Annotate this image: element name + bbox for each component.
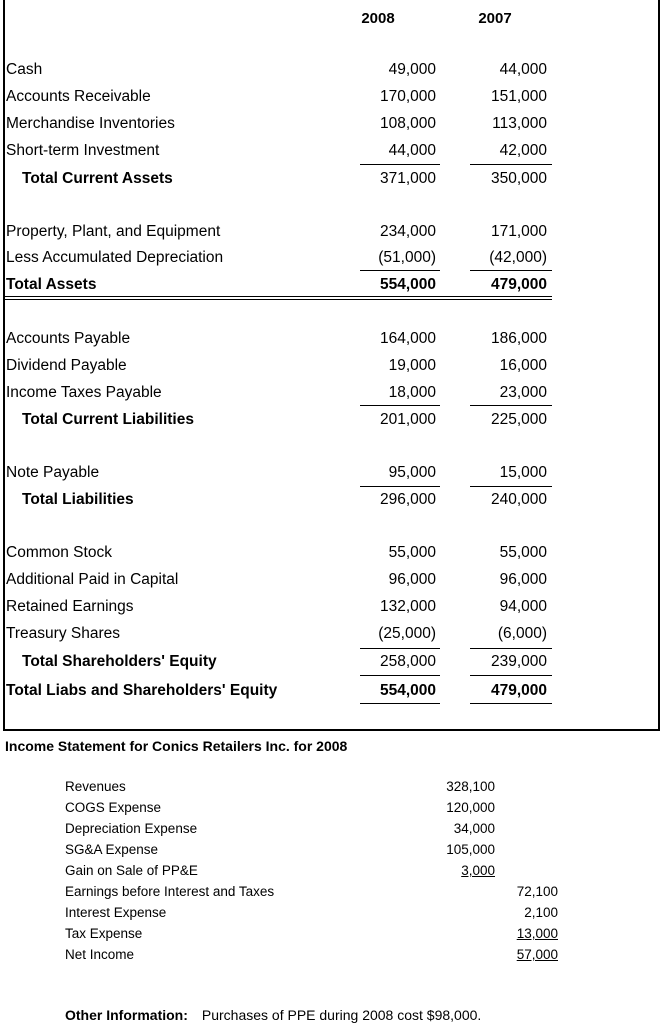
is-value-tax xyxy=(460,926,558,941)
row-label-dividend-payable: Dividend Payable xyxy=(6,357,127,374)
value-2008-accounts-receivable: 170,000 xyxy=(379,88,436,105)
value-2008-accumulated-depreciation: (51,000) xyxy=(378,249,436,266)
value-2008-merchandise-inventories: 108,000 xyxy=(379,115,436,132)
underline-2008 xyxy=(360,486,440,487)
value-2007-treasury-shares: (6,000) xyxy=(497,625,547,642)
underline-2008 xyxy=(360,648,440,649)
value-2007-total-liabilities: 240,000 xyxy=(490,491,547,508)
is-value-depreciation: 34,000 xyxy=(453,821,495,836)
row-label-short-term-investment: Short-term Investment xyxy=(6,142,160,159)
is-label-net-income: Net Income xyxy=(65,947,135,962)
is-value-gain-on-sale xyxy=(400,863,495,878)
row-label-total-current-assets: Total Current Assets xyxy=(22,170,173,187)
value-2008-cash: 49,000 xyxy=(388,61,436,78)
income-statement-title: Income Statement for Conics Retailers Inc. for 2008 xyxy=(5,738,348,754)
year-header-2008: 2008 xyxy=(361,10,395,27)
value-2007-retained-earnings: 94,000 xyxy=(499,598,547,615)
value-2007-short-term-investment: 42,000 xyxy=(499,142,547,159)
row-label-total-liabilities: Total Liabilities xyxy=(22,491,134,508)
underline-2008 xyxy=(360,675,440,676)
value-2008-ppe: 234,000 xyxy=(379,223,436,240)
row-label-merchandise-inventories: Merchandise Inventories xyxy=(6,115,175,132)
is-label-gain-on-sale: Gain on Sale of PP&E xyxy=(65,863,198,878)
total-assets-divider xyxy=(3,296,552,297)
value-2007-merchandise-inventories: 113,000 xyxy=(492,115,547,132)
value-2007-ppe: 171,000 xyxy=(490,223,547,240)
is-label-depreciation: Depreciation Expense xyxy=(65,821,198,836)
value-2007-total-current-liabilities: 225,000 xyxy=(490,411,547,428)
value-2008-common-stock: 55,000 xyxy=(388,544,436,561)
underline-2007 xyxy=(470,405,552,406)
value-2008-income-taxes-payable: 18,000 xyxy=(388,384,436,401)
is-label-revenues: Revenues xyxy=(65,779,126,794)
row-label-income-taxes-payable: Income Taxes Payable xyxy=(6,384,162,401)
underline-2008 xyxy=(360,164,440,165)
value-2007-total-assets: 479,000 xyxy=(490,276,547,293)
is-value-net-income xyxy=(460,947,558,962)
value-2008-short-term-investment: 44,000 xyxy=(388,142,436,159)
value-2007-income-taxes-payable: 23,000 xyxy=(499,384,547,401)
row-label-total-current-liabilities: Total Current Liabilities xyxy=(22,411,194,428)
value-2008-total-current-assets: 371,000 xyxy=(379,170,436,187)
year-header-2007: 2007 xyxy=(478,10,512,27)
value-2007-common-stock: 55,000 xyxy=(499,544,547,561)
value-2008-dividend-payable: 19,000 xyxy=(388,357,436,374)
is-label-cogs: COGS Expense xyxy=(65,800,162,815)
is-value-sga: 105,000 xyxy=(446,842,495,857)
row-label-retained-earnings: Retained Earnings xyxy=(6,598,134,615)
underline-2007 xyxy=(470,270,552,271)
value-2008-total-assets: 554,000 xyxy=(379,276,436,293)
underline-2007 xyxy=(470,164,552,165)
row-label-note-payable: Note Payable xyxy=(6,464,100,481)
row-label-total-shareholders-equity: Total Shareholders' Equity xyxy=(22,653,217,670)
value-2008-treasury-shares: (25,000) xyxy=(378,625,436,642)
value-2007-accumulated-depreciation: (42,000) xyxy=(489,249,547,266)
value-2007-dividend-payable: 16,000 xyxy=(499,357,547,374)
row-label-treasury-shares: Treasury Shares xyxy=(6,625,120,642)
value-2007-note-payable: 15,000 xyxy=(499,464,547,481)
is-value-revenues: 328,100 xyxy=(446,779,495,794)
row-label-ppe: Property, Plant, and Equipment xyxy=(6,223,221,240)
value-2007-accounts-receivable: 151,000 xyxy=(490,88,547,105)
other-information-text: Purchases of PPE during 2008 cost $98,000. xyxy=(201,1007,482,1023)
underline-2007 xyxy=(470,675,552,676)
underline-2007 xyxy=(470,648,552,649)
row-label-accumulated-depreciation: Less Accumulated Depreciation xyxy=(6,249,224,266)
double-underline-2008 xyxy=(360,703,440,704)
is-value-net-income-text: 57,000 xyxy=(516,947,558,962)
value-2007-total-shareholders-equity: 239,000 xyxy=(490,653,547,670)
is-value-cogs: 120,000 xyxy=(446,800,495,815)
value-2008-retained-earnings: 132,000 xyxy=(379,598,436,615)
underline-2008 xyxy=(360,270,440,271)
value-2008-note-payable: 95,000 xyxy=(388,464,436,481)
row-label-additional-paid-in-capital: Additional Paid in Capital xyxy=(6,571,179,588)
is-value-ebit: 72,100 xyxy=(516,884,558,899)
row-label-total-assets: Total Assets xyxy=(6,276,97,293)
row-label-common-stock: Common Stock xyxy=(6,544,112,561)
row-label-accounts-receivable: Accounts Receivable xyxy=(6,88,151,105)
value-2008-total-current-liabilities: 201,000 xyxy=(379,411,436,428)
is-label-interest: Interest Expense xyxy=(65,905,167,920)
other-information xyxy=(65,1007,481,1023)
value-2007-accounts-payable: 186,000 xyxy=(490,330,547,347)
value-2007-additional-paid-in-capital: 96,000 xyxy=(499,571,547,588)
double-underline-2007 xyxy=(470,703,552,704)
value-2008-total-liabilities: 296,000 xyxy=(379,491,436,508)
is-label-ebit: Earnings before Interest and Taxes xyxy=(65,884,275,899)
value-2007-total-current-assets: 350,000 xyxy=(490,170,547,187)
value-2008-accounts-payable: 164,000 xyxy=(379,330,436,347)
row-label-accounts-payable: Accounts Payable xyxy=(6,330,131,347)
value-2007-cash: 44,000 xyxy=(499,61,547,78)
underline-2008 xyxy=(360,405,440,406)
is-value-gain-on-sale-text: 3,000 xyxy=(461,863,495,878)
value-2007-total-liabs-and-equity: 479,000 xyxy=(490,682,547,699)
is-label-tax: Tax Expense xyxy=(65,926,143,941)
is-label-sga: SG&A Expense xyxy=(65,842,159,857)
value-2008-total-shareholders-equity: 258,000 xyxy=(379,653,436,670)
is-value-tax-text: 13,000 xyxy=(516,926,558,941)
row-label-total-liabs-and-equity: Total Liabs and Shareholders' Equity xyxy=(6,682,278,699)
is-value-interest: 2,100 xyxy=(524,905,558,920)
value-2008-total-liabs-and-equity: 554,000 xyxy=(379,682,436,699)
total-assets-divider-double xyxy=(3,299,552,300)
other-information-label: Other Information: xyxy=(65,1007,188,1023)
value-2008-additional-paid-in-capital: 96,000 xyxy=(388,571,436,588)
row-label-cash: Cash xyxy=(6,61,43,78)
underline-2007 xyxy=(470,486,552,487)
